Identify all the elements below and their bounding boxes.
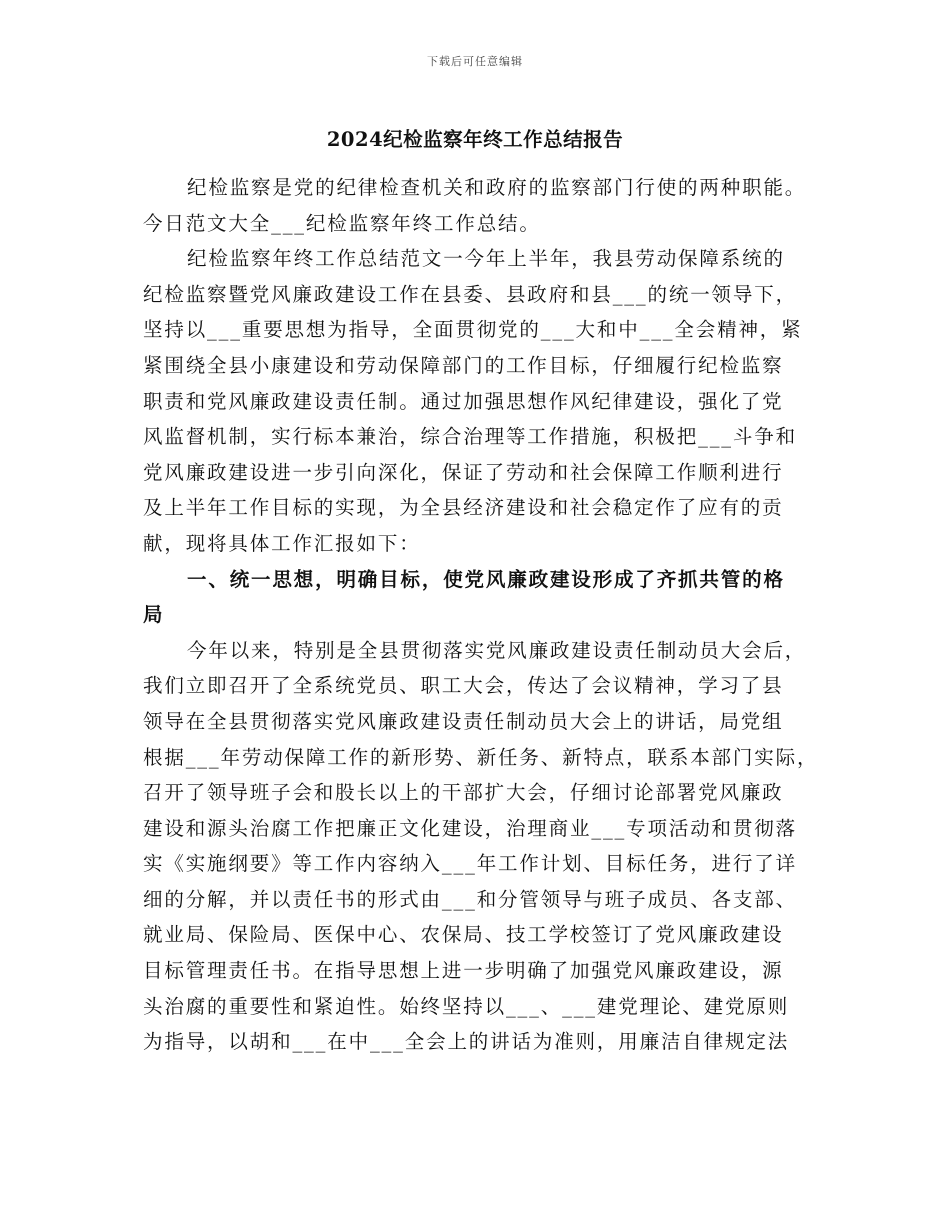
document-title: 2024纪检监察年终工作总结报告: [326, 128, 624, 151]
paragraph-line: 职责和党风廉政建设责任制。通过加强思想作风纪律建设，强化了党: [143, 389, 784, 413]
paragraph-line: 今年以来，特别是全县贯彻落实党风廉政建设责任制动员大会后，: [187, 638, 807, 662]
paragraph-line: 我们立即召开了全系统党员、职工大会，传达了会议精神，学习了县: [143, 674, 784, 698]
paragraph-line: 今日范文大全___纪检监察年终工作总结。: [143, 211, 541, 235]
paragraph-line: 党风廉政建设进一步引向深化，保证了劳动和社会保障工作顺利进行: [143, 460, 784, 484]
paragraph-line: 风监督机制，实行标本兼治，综合治理等工作措施，积极把___斗争和: [143, 425, 797, 449]
paragraph-line: 召开了领导班子会和股长以上的干部扩大会，仔细讨论部署党风廉政: [143, 781, 784, 805]
paragraph-line: 坚持以___重要思想为指导，全面贯彻党的___大和中___全会精神，紧: [143, 318, 803, 342]
paragraph-line: 及上半年工作目标的实现，为全县经济建设和社会稳定作了应有的贡: [143, 496, 784, 520]
paragraph-line: 根据___年劳动保障工作的新形势、新任务、新特点，联系本部门实际，: [143, 745, 819, 769]
paragraph-line: 头治腐的重要性和紧迫性。始终坚持以___、___建党理论、建党原则: [143, 994, 790, 1018]
header-note: 下载后可任意编辑: [427, 55, 523, 68]
section-heading: 局: [143, 603, 165, 627]
paragraph-line: 实《实施纲要》等工作内容纳入___年工作计划、目标任务，进行了详: [143, 852, 797, 876]
paragraph-line: 纪检监察年终工作总结范文一今年上半年，我县劳动保障系统的: [187, 247, 785, 271]
paragraph-line: 建设和源头治腐工作把廉正文化建设，治理商业___专项活动和贯彻落: [143, 816, 797, 840]
paragraph-line: 纪检监察是党的纪律检查机关和政府的监察部门行使的两种职能。: [187, 176, 807, 199]
section-heading: 一、统一思想，明确目标，使党风廉政建设形成了齐抓共管的格: [187, 567, 785, 591]
paragraph-line: 细的分解，并以责任书的形式由___和分管领导与班子成员、各支部、: [143, 887, 797, 911]
document-body: [143, 170, 819, 1060]
paragraph-line: 领导在全县贯彻落实党风廉政建设责任制动员大会上的讲话，局党组: [143, 709, 784, 733]
paragraph-line: 纪检监察暨党风廉政建设工作在县委、县政府和县___的统一领导下，: [143, 282, 797, 306]
paragraph-line: 献，现将具体工作汇报如下：: [143, 531, 421, 555]
paragraph-line: 为指导，以胡和___在中___全会上的讲话为准则，用廉洁自律规定法: [143, 1030, 790, 1054]
paragraph-line: 紧围绕全县小康建设和劳动保障部门的工作目标，仔细履行纪检监察: [143, 353, 784, 377]
paragraph-line: 就业局、保险局、医保中心、农保局、技工学校签订了党风廉政建设: [143, 923, 784, 947]
paragraph-line: 目标管理责任书。在指导思想上进一步明确了加强党风廉政建设，源: [143, 959, 784, 983]
